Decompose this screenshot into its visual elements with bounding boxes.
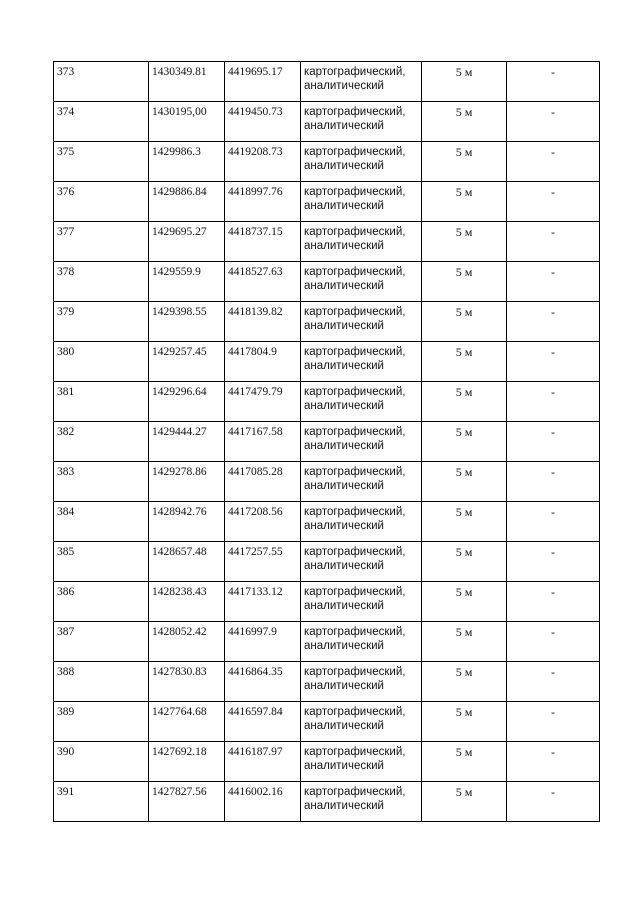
accuracy-cell: 5 м <box>422 702 507 742</box>
method-line-1: картографический, <box>304 106 406 118</box>
coordinates-table-body <box>54 62 600 822</box>
method-cell <box>301 422 422 462</box>
note-cell: - <box>507 702 600 742</box>
point-number-cell: 389 <box>54 702 149 742</box>
method-line-2: аналитический <box>304 200 384 212</box>
y-coordinate-cell: 4416864.35 <box>225 662 301 702</box>
table-row <box>54 622 600 662</box>
point-number-cell: 380 <box>54 342 149 382</box>
point-number-cell: 378 <box>54 262 149 302</box>
accuracy-cell: 5 м <box>422 462 507 502</box>
method-cell <box>301 182 422 222</box>
note-cell: - <box>507 502 600 542</box>
x-coordinate-cell: 1429398.55 <box>149 302 225 342</box>
method-cell <box>301 102 422 142</box>
method-cell <box>301 542 422 582</box>
point-number-cell: 376 <box>54 182 149 222</box>
method-line-2: аналитический <box>304 520 384 532</box>
table-row <box>54 462 600 502</box>
method-cell <box>301 462 422 502</box>
table-row <box>54 62 600 102</box>
method-line-1: картографический, <box>304 546 406 558</box>
x-coordinate-cell: 1430349.81 <box>149 62 225 102</box>
method-line-1: картографический, <box>304 386 406 398</box>
note-cell: - <box>507 302 600 342</box>
method-line-2: аналитический <box>304 800 384 812</box>
table-row <box>54 542 600 582</box>
method-line-1: картографический, <box>304 746 406 758</box>
method-line-1: картографический, <box>304 506 406 518</box>
accuracy-cell: 5 м <box>422 102 507 142</box>
method-cell <box>301 142 422 182</box>
note-cell: - <box>507 462 600 502</box>
note-cell: - <box>507 662 600 702</box>
accuracy-cell: 5 м <box>422 302 507 342</box>
table-row <box>54 222 600 262</box>
note-cell: - <box>507 742 600 782</box>
table-row <box>54 422 600 462</box>
method-line-2: аналитический <box>304 320 384 332</box>
method-line-1: картографический, <box>304 306 406 318</box>
note-cell: - <box>507 62 600 102</box>
accuracy-cell: 5 м <box>422 502 507 542</box>
point-number-cell: 390 <box>54 742 149 782</box>
y-coordinate-cell: 4417804.9 <box>225 342 301 382</box>
method-line-1: картографический, <box>304 186 406 198</box>
method-line-2: аналитический <box>304 600 384 612</box>
accuracy-cell: 5 м <box>422 582 507 622</box>
accuracy-cell: 5 м <box>422 262 507 302</box>
accuracy-cell: 5 м <box>422 662 507 702</box>
method-line-2: аналитический <box>304 240 384 252</box>
accuracy-cell: 5 м <box>422 622 507 662</box>
method-line-2: аналитический <box>304 160 384 172</box>
y-coordinate-cell: 4416187.97 <box>225 742 301 782</box>
coordinates-table <box>53 61 600 822</box>
accuracy-cell: 5 м <box>422 342 507 382</box>
x-coordinate-cell: 1429444.27 <box>149 422 225 462</box>
x-coordinate-cell: 1430195,00 <box>149 102 225 142</box>
y-coordinate-cell: 4418527.63 <box>225 262 301 302</box>
note-cell: - <box>507 782 600 822</box>
method-line-1: картографический, <box>304 706 406 718</box>
y-coordinate-cell: 4416597.84 <box>225 702 301 742</box>
y-coordinate-cell: 4419450.73 <box>225 102 301 142</box>
y-coordinate-cell: 4418139.82 <box>225 302 301 342</box>
point-number-cell: 374 <box>54 102 149 142</box>
x-coordinate-cell: 1429278.86 <box>149 462 225 502</box>
note-cell: - <box>507 142 600 182</box>
point-number-cell: 373 <box>54 62 149 102</box>
y-coordinate-cell: 4418997.76 <box>225 182 301 222</box>
table-row <box>54 102 600 142</box>
table-row <box>54 182 600 222</box>
accuracy-cell: 5 м <box>422 222 507 262</box>
method-line-2: аналитический <box>304 440 384 452</box>
y-coordinate-cell: 4418737.15 <box>225 222 301 262</box>
x-coordinate-cell: 1429695.27 <box>149 222 225 262</box>
method-line-2: аналитический <box>304 480 384 492</box>
note-cell: - <box>507 342 600 382</box>
y-coordinate-cell: 4417479.79 <box>225 382 301 422</box>
method-line-2: аналитический <box>304 120 384 132</box>
point-number-cell: 382 <box>54 422 149 462</box>
method-cell <box>301 262 422 302</box>
note-cell: - <box>507 382 600 422</box>
method-line-1: картографический, <box>304 666 406 678</box>
accuracy-cell: 5 м <box>422 782 507 822</box>
method-cell <box>301 222 422 262</box>
y-coordinate-cell: 4417167.58 <box>225 422 301 462</box>
table-row <box>54 342 600 382</box>
method-cell <box>301 702 422 742</box>
method-line-2: аналитический <box>304 680 384 692</box>
x-coordinate-cell: 1428052.42 <box>149 622 225 662</box>
point-number-cell: 379 <box>54 302 149 342</box>
y-coordinate-cell: 4417257.55 <box>225 542 301 582</box>
point-number-cell: 383 <box>54 462 149 502</box>
point-number-cell: 375 <box>54 142 149 182</box>
point-number-cell: 385 <box>54 542 149 582</box>
x-coordinate-cell: 1429257.45 <box>149 342 225 382</box>
method-line-1: картографический, <box>304 626 406 638</box>
point-number-cell: 377 <box>54 222 149 262</box>
point-number-cell: 391 <box>54 782 149 822</box>
method-line-2: аналитический <box>304 80 384 92</box>
method-line-2: аналитический <box>304 760 384 772</box>
x-coordinate-cell: 1427827.56 <box>149 782 225 822</box>
table-row <box>54 782 600 822</box>
x-coordinate-cell: 1428657.48 <box>149 542 225 582</box>
accuracy-cell: 5 м <box>422 62 507 102</box>
method-line-2: аналитический <box>304 640 384 652</box>
x-coordinate-cell: 1427692.18 <box>149 742 225 782</box>
method-cell <box>301 662 422 702</box>
method-cell <box>301 502 422 542</box>
y-coordinate-cell: 4416002.16 <box>225 782 301 822</box>
method-line-1: картографический, <box>304 586 406 598</box>
method-line-1: картографический, <box>304 346 406 358</box>
method-line-2: аналитический <box>304 360 384 372</box>
method-cell <box>301 62 422 102</box>
table-row <box>54 382 600 422</box>
method-line-1: картографический, <box>304 266 406 278</box>
x-coordinate-cell: 1429296.64 <box>149 382 225 422</box>
accuracy-cell: 5 м <box>422 742 507 782</box>
method-line-2: аналитический <box>304 720 384 732</box>
method-cell <box>301 382 422 422</box>
table-row <box>54 142 600 182</box>
table-row <box>54 582 600 622</box>
note-cell: - <box>507 262 600 302</box>
method-line-2: аналитический <box>304 560 384 572</box>
x-coordinate-cell: 1427764.68 <box>149 702 225 742</box>
y-coordinate-cell: 4416997.9 <box>225 622 301 662</box>
table-row <box>54 502 600 542</box>
y-coordinate-cell: 4417208.56 <box>225 502 301 542</box>
table-row <box>54 702 600 742</box>
note-cell: - <box>507 102 600 142</box>
x-coordinate-cell: 1427830.83 <box>149 662 225 702</box>
y-coordinate-cell: 4417085.28 <box>225 462 301 502</box>
accuracy-cell: 5 м <box>422 422 507 462</box>
note-cell: - <box>507 582 600 622</box>
x-coordinate-cell: 1429886.84 <box>149 182 225 222</box>
accuracy-cell: 5 м <box>422 182 507 222</box>
note-cell: - <box>507 622 600 662</box>
method-line-1: картографический, <box>304 146 406 158</box>
method-cell <box>301 622 422 662</box>
point-number-cell: 388 <box>54 662 149 702</box>
x-coordinate-cell: 1429986.3 <box>149 142 225 182</box>
point-number-cell: 386 <box>54 582 149 622</box>
y-coordinate-cell: 4417133.12 <box>225 582 301 622</box>
method-line-1: картографический, <box>304 466 406 478</box>
x-coordinate-cell: 1428942.76 <box>149 502 225 542</box>
point-number-cell: 381 <box>54 382 149 422</box>
y-coordinate-cell: 4419695.17 <box>225 62 301 102</box>
note-cell: - <box>507 422 600 462</box>
note-cell: - <box>507 222 600 262</box>
table-row <box>54 302 600 342</box>
accuracy-cell: 5 м <box>422 542 507 582</box>
method-cell <box>301 742 422 782</box>
method-line-2: аналитический <box>304 280 384 292</box>
table-row <box>54 742 600 782</box>
method-line-2: аналитический <box>304 400 384 412</box>
method-line-1: картографический, <box>304 786 406 798</box>
note-cell: - <box>507 182 600 222</box>
table-row <box>54 662 600 702</box>
point-number-cell: 387 <box>54 622 149 662</box>
method-line-1: картографический, <box>304 226 406 238</box>
note-cell: - <box>507 542 600 582</box>
y-coordinate-cell: 4419208.73 <box>225 142 301 182</box>
accuracy-cell: 5 м <box>422 382 507 422</box>
method-cell <box>301 302 422 342</box>
method-cell <box>301 342 422 382</box>
method-line-1: картографический, <box>304 426 406 438</box>
method-cell <box>301 582 422 622</box>
x-coordinate-cell: 1428238.43 <box>149 582 225 622</box>
table-row <box>54 262 600 302</box>
method-line-1: картографический, <box>304 66 406 78</box>
method-cell <box>301 782 422 822</box>
x-coordinate-cell: 1429559.9 <box>149 262 225 302</box>
accuracy-cell: 5 м <box>422 142 507 182</box>
point-number-cell: 384 <box>54 502 149 542</box>
